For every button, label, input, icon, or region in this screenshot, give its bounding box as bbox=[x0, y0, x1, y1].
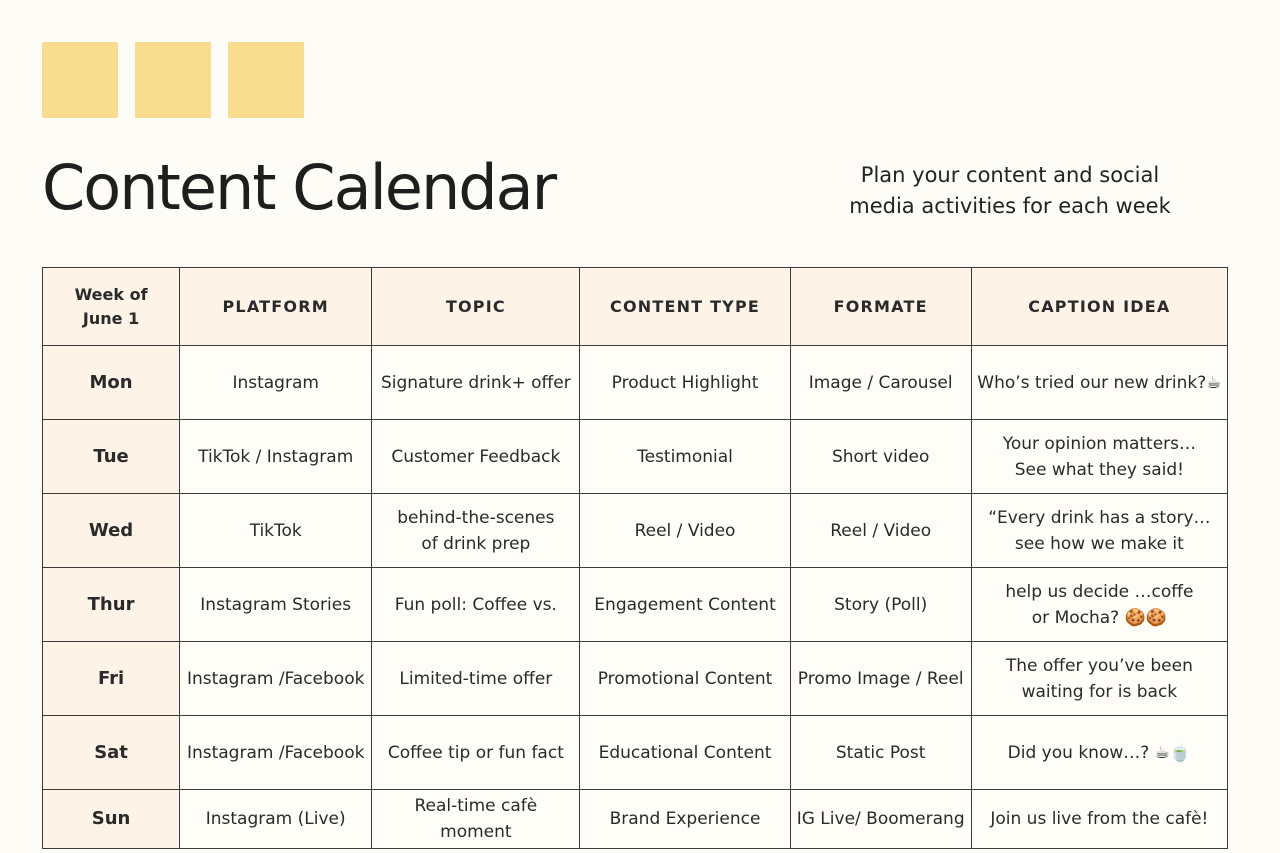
content-calendar-table bbox=[42, 267, 1228, 849]
decorative-square bbox=[42, 42, 118, 118]
topic-cell: Real-time cafè moment bbox=[372, 790, 580, 849]
caption-cell: Did you know…? ☕🍵 bbox=[971, 716, 1227, 790]
table-row bbox=[43, 790, 1228, 849]
table-header-row bbox=[43, 268, 1228, 346]
format-cell: IG Live/ Boomerang bbox=[790, 790, 971, 849]
table-row bbox=[43, 716, 1228, 790]
caption-cell: Your opinion matters… See what they said! bbox=[971, 420, 1227, 494]
format-cell: Image / Carousel bbox=[790, 346, 971, 420]
topic-cell: Coffee tip or fun fact bbox=[372, 716, 580, 790]
column-header-week: Week of June 1 bbox=[43, 268, 180, 346]
caption-cell: The offer you’ve been waiting for is back bbox=[971, 642, 1227, 716]
day-cell: Sat bbox=[43, 716, 180, 790]
content-type-cell: Engagement Content bbox=[580, 568, 790, 642]
content-type-cell: Promotional Content bbox=[580, 642, 790, 716]
format-cell: Short video bbox=[790, 420, 971, 494]
column-header-format: FORMATE bbox=[790, 268, 971, 346]
platform-cell: Instagram /Facebook bbox=[180, 642, 372, 716]
caption-cell: Join us live from the cafè! bbox=[971, 790, 1227, 849]
content-type-cell: Testimonial bbox=[580, 420, 790, 494]
column-header-content-type: CONTENT TYPE bbox=[580, 268, 790, 346]
day-cell: Thur bbox=[43, 568, 180, 642]
platform-cell: TikTok bbox=[180, 494, 372, 568]
table-row bbox=[43, 494, 1228, 568]
platform-cell: Instagram bbox=[180, 346, 372, 420]
day-cell: Tue bbox=[43, 420, 180, 494]
table-row bbox=[43, 642, 1228, 716]
day-cell: Sun bbox=[43, 790, 180, 849]
platform-cell: Instagram /Facebook bbox=[180, 716, 372, 790]
decorative-square bbox=[228, 42, 304, 118]
format-cell: Static Post bbox=[790, 716, 971, 790]
platform-cell: TikTok / Instagram bbox=[180, 420, 372, 494]
day-cell: Mon bbox=[43, 346, 180, 420]
column-header-platform: PLATFORM bbox=[180, 268, 372, 346]
topic-cell: Fun poll: Coffee vs. bbox=[372, 568, 580, 642]
day-cell: Wed bbox=[43, 494, 180, 568]
topic-cell: Limited-time offer bbox=[372, 642, 580, 716]
column-header-caption-idea: CAPTION IDEA bbox=[971, 268, 1227, 346]
caption-cell: “Every drink has a story… see how we make it bbox=[971, 494, 1227, 568]
platform-cell: Instagram Stories bbox=[180, 568, 372, 642]
decorative-squares bbox=[42, 42, 304, 118]
topic-cell: Customer Feedback bbox=[372, 420, 580, 494]
decorative-square bbox=[135, 42, 211, 118]
format-cell: Story (Poll) bbox=[790, 568, 971, 642]
page-subtitle: Plan your content and social media activities for each week bbox=[849, 163, 1171, 218]
page-title: Content Calendar bbox=[42, 151, 556, 224]
caption-cell: Who’s tried our new drink?☕ bbox=[971, 346, 1227, 420]
platform-cell: Instagram (Live) bbox=[180, 790, 372, 849]
table-row bbox=[43, 420, 1228, 494]
format-cell: Promo Image / Reel bbox=[790, 642, 971, 716]
content-type-cell: Product Highlight bbox=[580, 346, 790, 420]
caption-cell: help us decide …coffe or Mocha? 🍪🍪 bbox=[971, 568, 1227, 642]
content-type-cell: Reel / Video bbox=[580, 494, 790, 568]
topic-cell: behind-the-scenes of drink prep bbox=[372, 494, 580, 568]
column-header-topic: TOPIC bbox=[372, 268, 580, 346]
table-row bbox=[43, 346, 1228, 420]
format-cell: Reel / Video bbox=[790, 494, 971, 568]
topic-cell: Signature drink+ offer bbox=[372, 346, 580, 420]
day-cell: Fri bbox=[43, 642, 180, 716]
table-row bbox=[43, 568, 1228, 642]
content-type-cell: Educational Content bbox=[580, 716, 790, 790]
content-type-cell: Brand Experience bbox=[580, 790, 790, 849]
